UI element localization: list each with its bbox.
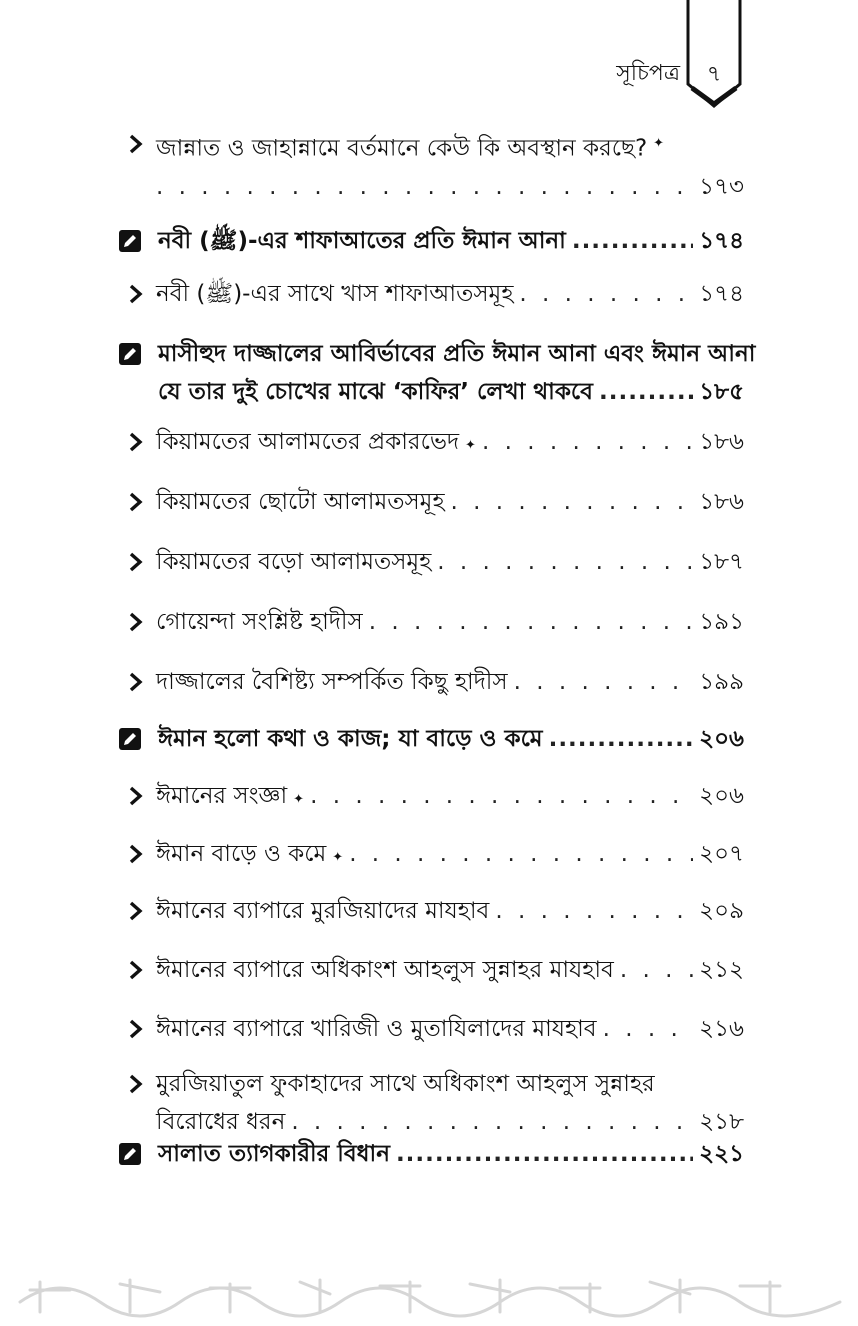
toc-entry-title: যে তার দুই চোখের মাঝে ‘কাফির’ লেখা থাকবে xyxy=(158,379,593,405)
chevron-right-icon xyxy=(124,784,148,808)
toc-subentry[interactable] xyxy=(118,951,744,989)
toc-page-number: ২১৬ xyxy=(699,1016,744,1042)
chevron-right-icon xyxy=(124,958,148,982)
star-icon: ✦ xyxy=(332,850,344,865)
toc-subentry[interactable] xyxy=(118,1010,744,1048)
dot-leader xyxy=(514,663,694,701)
page-number: ৭ xyxy=(706,62,722,87)
dot-leader xyxy=(549,720,694,758)
chevron-right-icon xyxy=(124,842,148,866)
dot-leader xyxy=(451,483,694,521)
toc-section[interactable] xyxy=(118,1135,744,1173)
toc-subentry[interactable] xyxy=(118,125,744,206)
chevron-right-icon xyxy=(124,610,148,634)
chevron-right-icon xyxy=(124,282,148,306)
chevron-right-icon xyxy=(124,132,148,156)
toc-entry-title: ঈমানের ব্যাপারে অধিকাংশ আহলুস সুন্নাহর মাযহাব xyxy=(156,957,614,983)
chevron-right-icon xyxy=(124,899,148,923)
toc-page-number: ২২১ xyxy=(699,1141,744,1167)
toc-subentry[interactable] xyxy=(118,777,744,815)
toc-entry-title: ঈমানের ব্যাপারে মুরজিয়াদের মাযহাব xyxy=(156,898,490,924)
dot-leader xyxy=(519,275,693,313)
decorative-calligraphy-band xyxy=(0,1262,858,1326)
toc-section[interactable] xyxy=(118,335,756,411)
dot-leader xyxy=(396,1135,693,1173)
toc-section[interactable] xyxy=(118,222,744,260)
toc-section[interactable] xyxy=(118,720,744,758)
toc-entry-title: গোয়েন্দা সংশ্লিষ্ট হাদীস xyxy=(156,609,363,635)
toc-page-number: ১৭৩ xyxy=(699,173,744,200)
toc-entry-title: কিয়ামতের ছোটো আলামতসমূহ xyxy=(156,489,445,515)
pencil-note-icon xyxy=(118,342,142,366)
toc-entry-title-line: মুরজিয়াতুল ফুকাহাদের সাথে অধিকাংশ আহলুস সুন্নাহর xyxy=(156,1071,655,1097)
dot-leader xyxy=(572,222,693,260)
star-icon: ✦ xyxy=(293,792,305,807)
toc-page-number: ২১২ xyxy=(699,957,744,983)
dot-leader xyxy=(437,543,693,581)
toc-entry-title: কিয়ামতের বড়ো আলামতসমূহ xyxy=(156,549,432,575)
toc-subentry[interactable] xyxy=(118,835,744,873)
star-icon: ✦ xyxy=(653,136,665,151)
chevron-right-icon xyxy=(124,1017,148,1041)
toc-subentry[interactable] xyxy=(118,1065,744,1141)
chevron-right-icon xyxy=(124,670,148,694)
star-icon: ✦ xyxy=(465,438,476,453)
toc-page-number: ১৯৯ xyxy=(699,669,744,695)
toc-entry-title: নবী (ﷺ)-এর সাথে খাস শাফাআতসমূহ xyxy=(156,281,514,307)
dot-leader xyxy=(369,603,694,641)
pencil-note-icon xyxy=(118,1142,142,1166)
dot-leader xyxy=(349,835,693,873)
dot-leader xyxy=(310,777,693,815)
toc-entry-title: সালাত ত্যাগকারীর বিধান xyxy=(158,1141,390,1167)
toc-subentry[interactable] xyxy=(118,423,744,461)
toc-page-number: ১৭৪ xyxy=(699,228,744,254)
dot-leader xyxy=(620,951,693,989)
toc-page-number: ১৮৬ xyxy=(699,429,744,455)
toc-subentry[interactable] xyxy=(118,275,744,313)
toc-subentry[interactable] xyxy=(118,603,744,641)
toc-page-number: ২১৮ xyxy=(699,1109,744,1135)
chevron-right-icon xyxy=(124,490,148,514)
toc-page-number: ১৮৭ xyxy=(699,549,744,575)
toc-page-number: ১৮৬ xyxy=(699,489,744,515)
toc-page-number: ১৭৪ xyxy=(699,281,744,307)
toc-page-number: ১৮৫ xyxy=(699,379,744,405)
toc-entry-title: ঈমানের ব্যাপারে খারিজী ও মুতাযিলাদের মাযহাব xyxy=(156,1016,597,1042)
toc-subentry[interactable] xyxy=(118,663,744,701)
dot-leader xyxy=(482,423,693,461)
pencil-note-icon xyxy=(118,727,142,751)
dot-leader xyxy=(603,1010,694,1048)
dot-leader xyxy=(156,168,693,206)
toc-entry-title: ঈমান হলো কথা ও কাজ; যা বাড়ে ও কমে xyxy=(158,726,543,752)
dot-leader xyxy=(599,373,693,411)
toc-subentry[interactable] xyxy=(118,892,744,930)
pencil-note-icon xyxy=(118,229,142,253)
chevron-right-icon xyxy=(124,430,148,454)
chevron-right-icon xyxy=(124,550,148,574)
toc-entry-title: ঈমানের সংজ্ঞা xyxy=(156,783,288,809)
toc-page-number: ২০৬ xyxy=(699,726,744,752)
toc-subentry[interactable] xyxy=(118,543,744,581)
toc-subentry[interactable] xyxy=(118,483,744,521)
toc-entry-title: বিরোধের ধরন xyxy=(156,1109,286,1135)
toc-entry-title: কিয়ামতের আলামতের প্রকারভেদ xyxy=(156,429,460,455)
toc-page-number: ২০৯ xyxy=(699,898,744,924)
toc-entry-title: ঈমান বাড়ে ও কমে xyxy=(156,841,327,867)
toc-entry-title-line: মাসীহুদ দাজ্জালের আবির্ভাবের প্রতি ঈমান আনা এবং ঈমান আনা xyxy=(158,341,756,367)
toc-entry-title: দাজ্জালের বৈশিষ্ট্য সম্পর্কিত কিছু হাদীস xyxy=(156,669,508,695)
toc-entry-title: নবী (ﷺ)-এর শাফাআতের প্রতি ঈমান আনা xyxy=(158,228,566,254)
toc-page-number: ২০৬ xyxy=(699,783,744,809)
toc-page-number: ১৯১ xyxy=(699,609,744,635)
toc-page-number: ২০৭ xyxy=(699,841,744,867)
header-title: সূচিপত্র xyxy=(616,61,680,86)
toc-entry-title: জান্নাত ও জাহান্নামে বর্তমানে কেউ কি অবস্থান করছে? xyxy=(156,135,648,162)
chevron-right-icon xyxy=(124,1072,148,1096)
dot-leader xyxy=(495,892,693,930)
page-number-tab xyxy=(686,0,742,112)
